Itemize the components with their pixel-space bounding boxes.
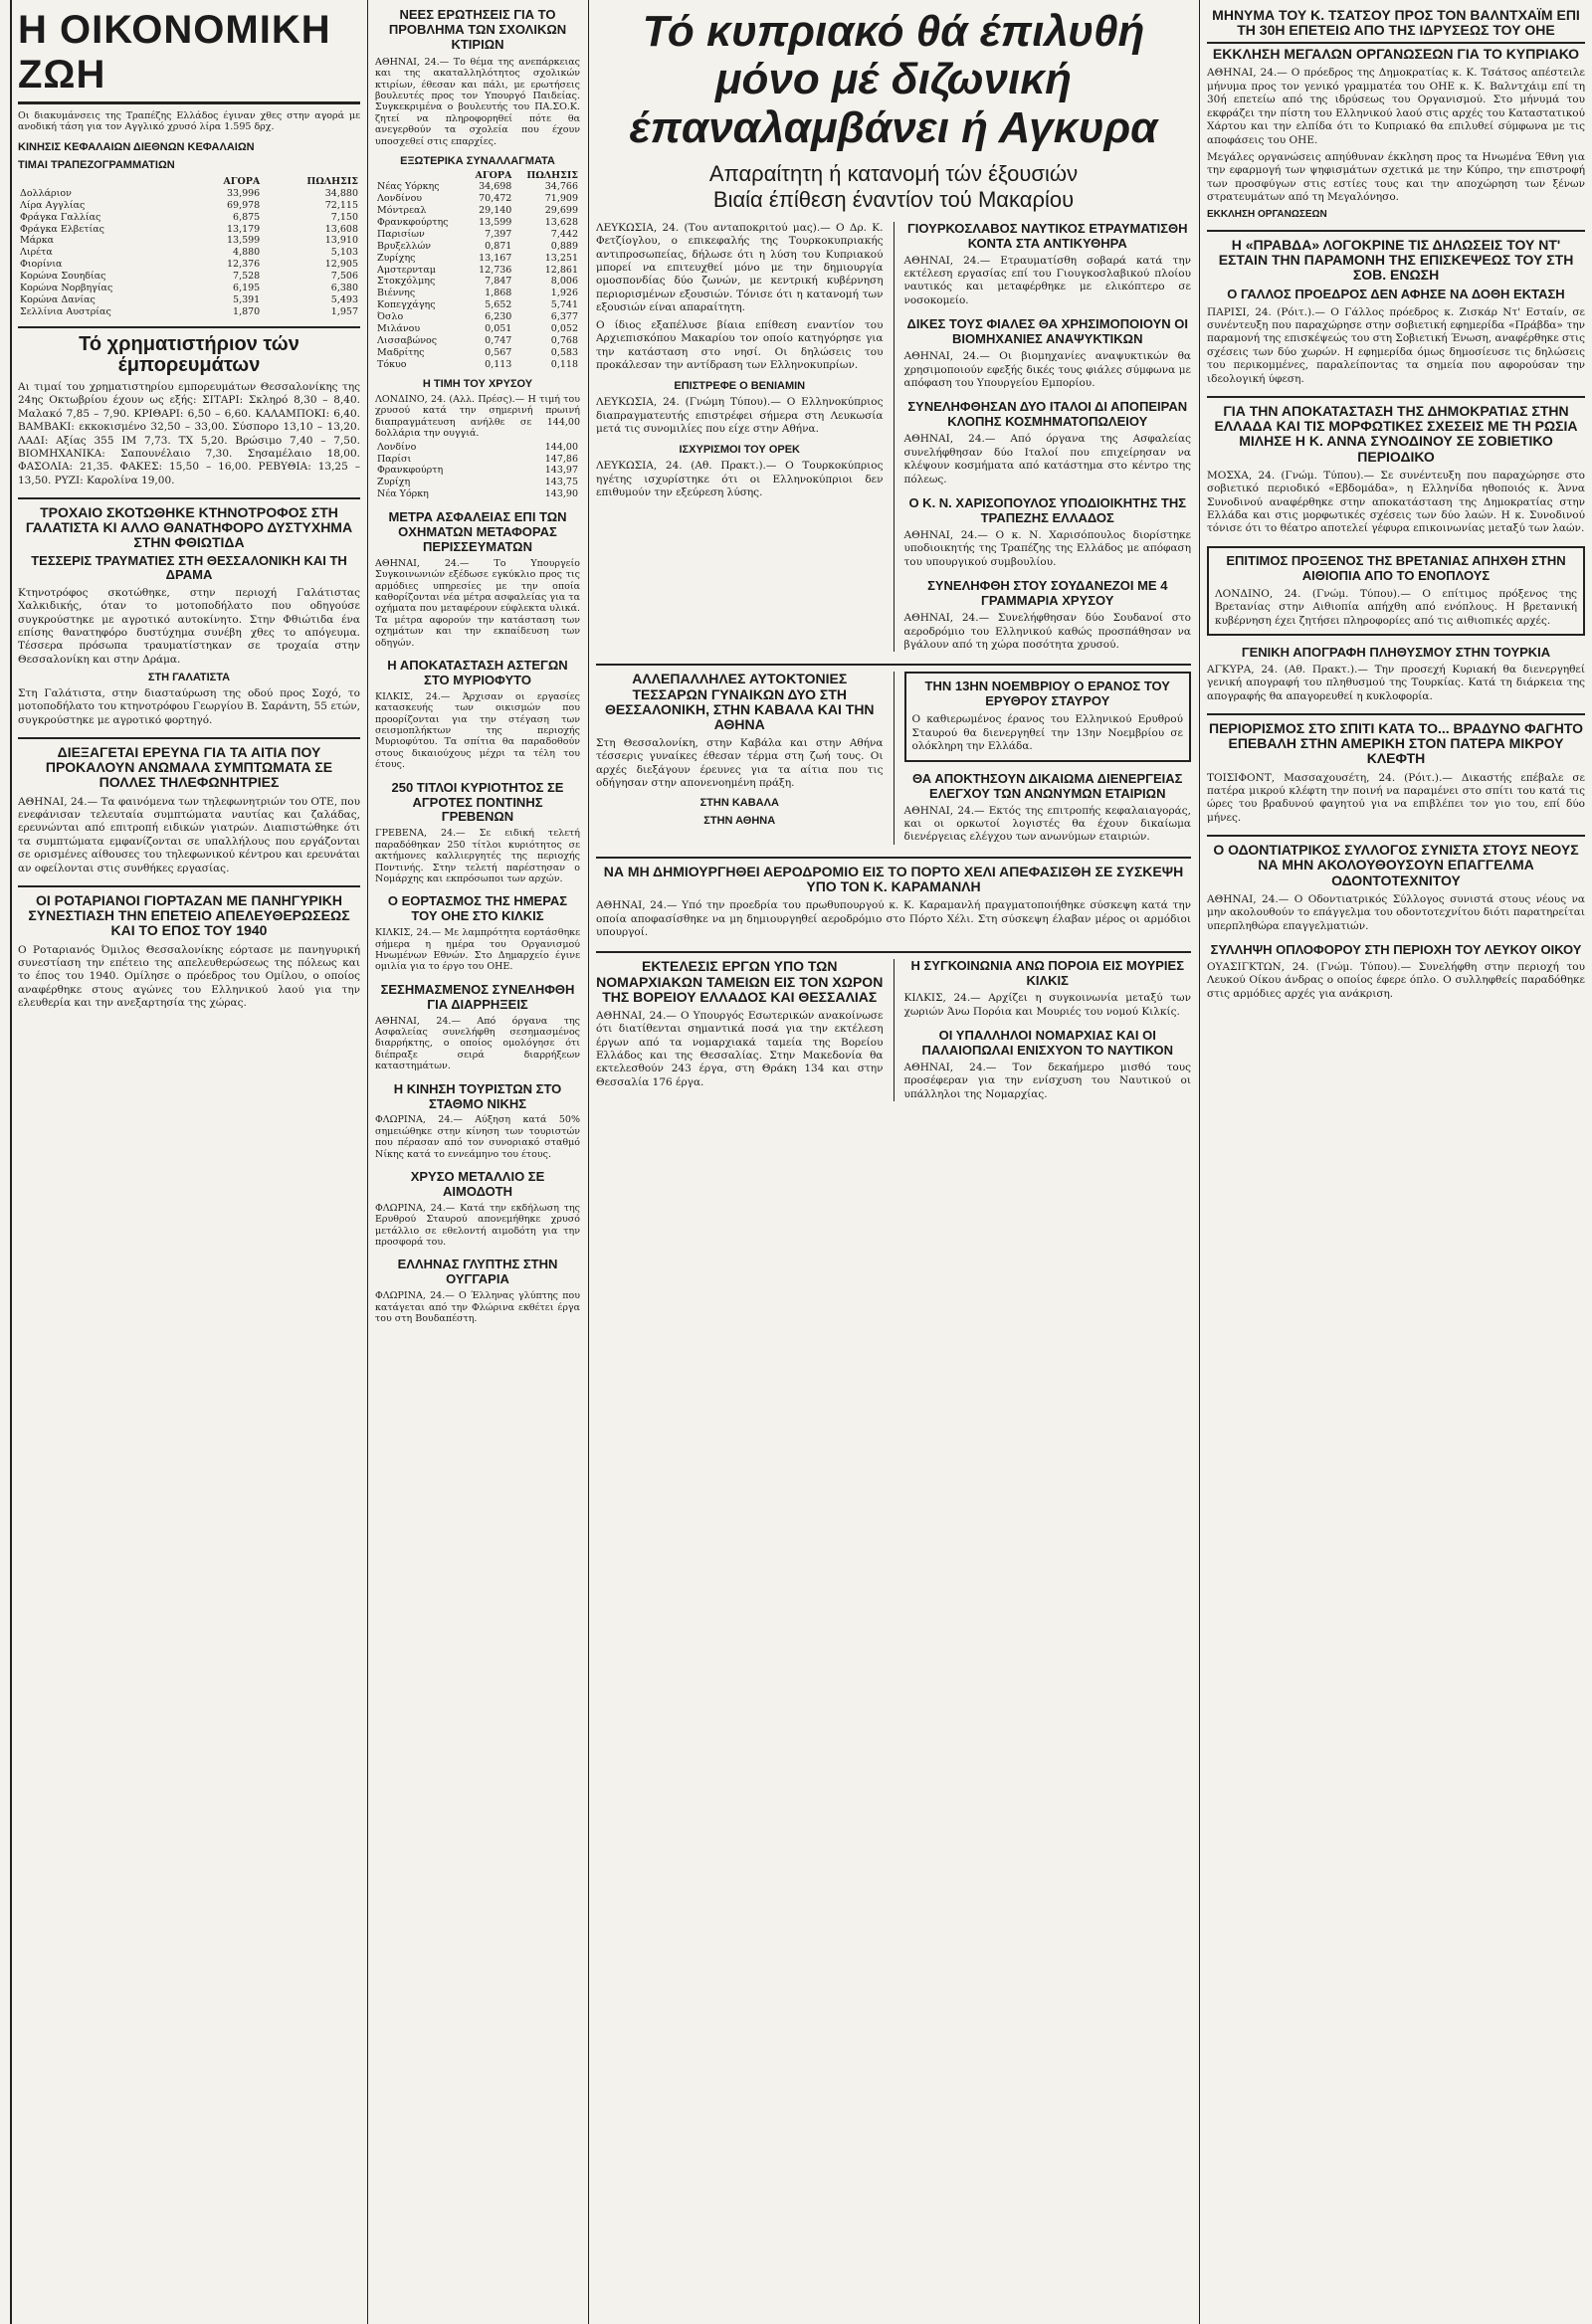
headline-white-house-arrest: ΣΥΛΛΗΨΗ ΟΠΛΟΦΟΡΟΥ ΣΤΗ ΠΕΡΙΟΧΗ ΤΟΥ ΛΕΥΚΟΥ ΟΙΚΟΥ: [1210, 941, 1582, 957]
table-row: [375, 217, 580, 229]
city-name: Μαδρίτης: [377, 346, 425, 358]
column-rule: [367, 0, 368, 2324]
intro-text: Οι διακυμάνσεις της Τραπέζης Ελλάδος έγιναν χθες στην αγορά με ανοδική τάση για τον Αγγλικό χρυσό λίρα 1.595 δρχ.: [18, 110, 360, 133]
table-row: [18, 294, 360, 306]
headline-sudanese: ΣΥΝΕΛΗΦΘΗ ΣΤΟΥ ΣΟΥΔΑΝΕΖΟΙ ΜΕ 4 ΓΡΑΜΜΑΡΙΑ ΧΡΥΣΟΥ: [927, 578, 1168, 609]
column-rule: [894, 672, 895, 844]
article-body: ΑΓΚΥΡΑ, 24. (Αθ. Πρακτ.).— Την προσεχή Κυριακή θα διενεργηθεί γενική απογραφή του πληθυσμού της Τουρκίας. Κατά τη διάρκεια της απογραφής θα απαγορευθεί η κυκλοφορία.: [1207, 663, 1585, 702]
divider: [1207, 835, 1585, 837]
article-body: ΑΘΗΝΑΙ, 24.— Ετραυματίσθη σοβαρά κατά την εκτέλεση εργασίας επί του Γιουγκοσλαβικού πλοίου ναυτικός και μεταφέρθηκε με ελικόπτερο σε νοσοκομείο.: [903, 254, 1191, 306]
section-subhead: ΣΤΗ ΓΑΛΑΤΙΣΤΑ: [147, 672, 231, 684]
table-row: [375, 335, 580, 347]
exchange-table-title: ΕΞΩΤΕΡΙΚΑ ΣΥΝΑΛΛΑΓΜΑΤΑ: [400, 154, 555, 167]
article-body: ΑΘΗΝΑΙ, 24.— Οι βιομηχανίες αναψυκτικών θα χρησιμοποιούν εφεξής δικές τους φιάλες σύμφωνα με απόφαση του Υπουργείου Εμπορίου.: [903, 350, 1191, 390]
buy-rate: 13,599: [479, 217, 512, 229]
gold-price-table: [375, 442, 580, 500]
currency-name: Κορώνα Δανίας: [20, 293, 96, 305]
headline-house-arrest: ΠΕΡΙΟΡΙΣΜΟΣ ΣΤΟ ΣΠΙΤΙ ΚΑΤΑ ΤΟ... ΒΡΑΔΥΝΟ ΦΑΓΗΤΟ ΕΠΕΒΑΛΗ ΣΤΗΝ ΑΜΕΡΙΚΗ ΣΤΟΝ ΠΑΤΕΡΑ ΜΙΚΡΟΥ ΚΛΕΦΤΗ: [1208, 720, 1584, 767]
divider: [1207, 396, 1585, 398]
article-body: ΑΘΗΝΑΙ, 24.— Ο κ. Ν. Χαρισόπουλος διορίστηκε υποδιοικητής της Τραπέζης της Ελλάδος με απόφαση του υπουργικού συμβουλίου.: [903, 528, 1191, 568]
buy-rate: 34,698: [479, 181, 512, 193]
subheadline: Ο ΓΑΛΛΟΣ ΠΡΟΕΔΡΟΣ ΔΕΝ ΑΦΗΣΕ ΝΑ ΔΟΘΗ ΕΚΤΑΣΗ: [1227, 286, 1565, 301]
column-rule: [894, 222, 895, 653]
headline-suicides: ΑΛΛΕΠΑΛΛΗΛΕΣ ΑΥΤΟΚΤΟΝΙΕΣ ΤΕΣΣΑΡΩΝ ΓΥΝΑΙΚΩΝ ΔΥΟ ΣΤΗ ΘΕΣΣΑΛΟΝΙΚΗ, ΣΤΗΝ ΚΑΒΑΛΑ ΚΑΙ ΤΗΝ ΑΘΗΝΑ: [604, 671, 875, 732]
buy-rate: 1,868: [485, 288, 512, 299]
lead-headline: Τό κυπριακό θά έπιλυθή μόνο μέ διζωνική έπαναλαμβάνει ή Αγκυρα: [629, 8, 1158, 152]
headline-rotarians: ΟΙ ΡΟΤΑΡΙΑΝΟΙ ΓΙΟΡΤΑΖΑΝ ΜΕ ΠΑΝΗΓΥΡΙΚΗ ΣΥΝΕΣΤΙΑΣΗ ΤΗΝ ΕΠΕΤΕΙΟ ΑΠΕΛΕΥΘΕΡΩΣΕΩΣ ΚΑΙ ΤΟ ΕΠΟΣ ΤΟΥ 1940: [28, 892, 350, 939]
sell-rate: 12,861: [544, 264, 578, 276]
column-header: ΠΩΛΗΣΙΣ: [306, 176, 358, 188]
divider: [18, 326, 360, 328]
table-row: [375, 488, 580, 500]
table-row: [18, 224, 360, 236]
article-body: ΟΥΑΣΙΓΚΤΩΝ, 24. (Γνώμ. Τύπου).— Συνελήφθη στην περιοχή του Λευκού Οίκου άνδρας ο οποίος έφερε όπλο. Ο συλληφθείς παραδόθηκε στις αρμόδιες αρχές για ανάκριση.: [1207, 960, 1585, 1000]
divider: [1207, 230, 1585, 232]
column-economy: [18, 8, 360, 2316]
city-name: Λισσαβώνος: [377, 334, 438, 346]
article-body: Ο Ροταριανός Όμιλος Θεσσαλονίκης εόρτασε με πανηγυρική συνεστίαση την επέτειο της απελευθερώσεως της πόλεως και το έπος του 1940. Ομίλησε ο πρόεδρος του Ομίλου, ο οποίος αναφέρθηκε στους αγώνες του Ελληνικού λαού για την ελευθερία και την ανεξαρτησία της χώρας.: [18, 943, 360, 1010]
article-body: Κτηνοτρόφος σκοτώθηκε, στην περιοχή Γαλάτιστας Χαλκιδικής, όταν το μοτοποδήλατο που οδηγούσε συγκρούστηκε με αγροτικό αυτοκίνητο. Στην Φθιώτιδα ένα επίσης θανατηφόρο δυστύχημα συνέβη χθες το απόγευμα. Τέσσερα πρόσωπα τραυματίστηκαν σε τροχαία στην Θεσσαλονίκη και στην Δράμα.: [18, 586, 360, 666]
buy-rate: 5,391: [233, 293, 261, 305]
article-body: ΠΑΡΙΣΙ, 24. (Ρόιτ.).— Ο Γάλλος πρόεδρος κ. Ζισκάρ Ντ' Εσταίν, σε συνέντευξη που παραχώρησε στην σοβιετική εφημερίδα «Πράβδα» την παραμονή της επισκέψεώς του στη Σοβιετική Ένωση, αναφέρθηκε στις σχέσεις των δύο χωρών. Η εφημερίδα όμως δημοσίευσε τις δηλώσεις του περικομμένες, παραλείποντας τα σημεία που αφορούσαν την ιδεολογική ύφεση.: [1207, 305, 1585, 385]
table-row: [375, 276, 580, 288]
article-body: ΛΕΥΚΩΣΙΑ, 24. (Του ανταποκριτού μας).— Ο Δρ. Κ. Φετζίογλου, ο επικεφαλής της Τουρκοκυπριακής αντιπροσωπείας, δήλωσε ότι η λύση του Κυπριακού μπορεί να επιτευχθεί μόνο με την δημιουργία ομοσπονδίας δύο ζωνών, με κεντρική κυβέρνηση περιορισμένων εξουσιών. Τόνισε ότι η κατανομή των εξουσιών είναι απαραίτητη.: [596, 221, 884, 314]
buy-rate: 0,567: [485, 346, 512, 358]
article-body: ΑΘΗΝΑΙ, 24.— Το θέμα της ανεπάρκειας και της ακαταλληλότητος σχολικών κτιρίων, έθεσαν και πάλι, με ερωτήσεις βουλευτές προς τον Υπουργό Παιδείας. Συγκεκριμένα ο βουλευτής του ΠΑ.ΣΟ.Κ. ζητεί να πληροφορηθεί πότε θα ανεγερθούν τα σχολεία που έχουν υποσχεθεί στις επαρχίες.: [375, 56, 580, 147]
currency-name: Κορώνα Νορβηγίας: [20, 282, 113, 293]
sell-rate: 6,377: [550, 311, 578, 323]
column-world-news: [1207, 8, 1585, 2316]
divider: [596, 664, 1191, 666]
table-row: [375, 465, 580, 477]
sell-rate: 0,052: [550, 322, 578, 334]
city-name: Βιέννης: [377, 288, 416, 299]
currency-name: Φράγκα Γαλλίας: [20, 211, 101, 223]
table-row: [375, 265, 580, 277]
table-row: [18, 271, 360, 283]
gold-price: 143,75: [544, 477, 578, 488]
sell-rate: 5,741: [550, 299, 578, 311]
buy-rate: 13,167: [479, 252, 512, 264]
article-body: ΑΘΗΝΑΙ, 24.— Από όργανα της Ασφαλείας συνελήφθησαν δύο Ιταλοί που επιχείρησαν να κλέψουν κοσμήματα από κατάστημα στο κέντρο της πόλεως.: [903, 433, 1191, 485]
table-row: [18, 247, 360, 259]
headline-turkey-census: ΓΕΝΙΚΗ ΑΠΟΓΡΑΦΗ ΠΛΗΘΥΣΜΟΥ ΣΤΗΝ ΤΟΥΡΚΙΑ: [1241, 645, 1551, 660]
headline-gold-medal: ΧΡΥΣΟ ΜΕΤΑΛΛΙΟ ΣΕ ΑΙΜΟΔΟΤΗ: [410, 1169, 545, 1199]
city-name: Λονδίνου: [377, 193, 423, 205]
sell-rate: 0,118: [550, 358, 578, 370]
headline-audit-rights: ΘΑ ΑΠΟΚΤΗΣΟΥΝ ΔΙΚΑΙΩΜΑ ΔΙΕΝΕΡΓΕΙΑΣ ΕΛΕΓΧΟΥ ΤΩΝ ΑΝΩΝΥΜΩΝ ΕΤΑΙΡΙΩΝ: [912, 770, 1183, 801]
table-row: [18, 235, 360, 247]
column-rule: [894, 959, 895, 1101]
consul-box: [1207, 546, 1585, 636]
buy-rate: 12,376: [226, 259, 261, 271]
headline-tsatsos-message: ΜΗΝΥΜΑ ΤΟΥ Κ. ΤΣΑΤΣΟΥ ΠΡΟΣ ΤΟΝ ΒΑΛΝΤΧΑΪΜ ΕΠΙ ΤΗ 30Η ΕΠΕΤΕΙΩ ΑΠΟ ΤΗΣ ΙΔΡΥΣΕΩΣ ΤΟΥ ΟΗΕ: [1212, 8, 1580, 39]
article-body: ΛΟΝΔΙΝΟ, 24. (Αλλ. Πρέσς).— Η τιμή του χρυσού κατά την σημερινή πρωινή διαπραγμάτευση ανήλθε σε 144,00 δολλάρια την ουγγιά.: [375, 394, 580, 440]
sell-rate: 6,380: [330, 282, 358, 293]
article-body: ΚΙΛΚΙΣ, 24.— Άρχισαν οι εργασίες κατασκευής των οικισμών που προορίζονται για την στέγαση των σεισμοπλήκτων της περιοχής Μυριοφύτου. Τα σπίτια θα παραδοθούν στους δικαιούχους μέχρι τα τέλη του έτους.: [375, 690, 580, 771]
city-name: Νέας Υόρκης: [377, 181, 440, 193]
signature: ΕΚΚΛΗΣΗ ΟΡΓΑΝΩΣΕΩΝ: [1207, 208, 1327, 220]
sell-rate: 13,910: [324, 235, 358, 247]
article-body: ΑΘΗΝΑΙ, 24.— Το Υπουργείο Συγκοινωνιών εξέδωσε εγκύκλιο προς τις αρμόδιες υπηρεσίες με την οποία καθορίζονται νέα μέτρα ασφαλείας για τα οχήματα που μεταφέρουν εύφλεκτα υλικά. Τα μέτρα αφορούν την κατάσταση των οχημάτων και την εκπαίδευση των οδηγών.: [375, 557, 580, 649]
article-body: ΑΘΗΝΑΙ, 24.— Τον δεκαήμερο μισθό τους προσέφεραν για την ενίσχυση του Ναυτικού οι υπάλληλοι της Νομαρχίας.: [903, 1062, 1191, 1100]
table-row: [375, 477, 580, 488]
table-row: [18, 212, 360, 224]
article-body: ΑΘΗΝΑΙ, 24.— Ο Υπουργός Εσωτερικών ανακοίνωσε ότι διατίθενται σημαντικά ποσά για την εκτέλεση έργων από τα νομαρχιακά ταμεία της Βορείου Ελλάδος και της Θεσσαλίας. Στην Μακεδονία θα εκτελεσθούν 243 έργα, στη Θράκη 134 και στην Θεσσαλία 176 έργα.: [596, 1009, 884, 1088]
box-headline: ΕΠΙΤΙΜΟΣ ΠΡΟΞΕΝΟΣ ΤΗΣ ΒΡΕΤΑΝΙΑΣ ΑΠΗΧΘΗ ΣΤΗΝ ΑΙΘΙΟΠΙΑ ΑΠΟ ΤΟ ΕΝΟΠΛΟΥΣ: [1226, 552, 1566, 583]
column-rule: [1199, 0, 1200, 2324]
city-name: Τόκυο: [377, 358, 407, 370]
sell-rate: 5,493: [330, 293, 358, 305]
article-body: ΑΘΗΝΑΙ, 24.— Συνελήφθησαν δύο Σουδανοί στο αεροδρόμιο του Ελληνικού καθώς προσπάθησαν να βγάλουν από τη χώρα ποσότητα χρυσού.: [903, 612, 1191, 652]
divider: [596, 951, 1191, 953]
headline-pravda: Η «ΠΡΑΒΔΑ» ΛΟΓΟΚΡΙΝΕ ΤΙΣ ΔΗΛΩΣΕΙΣ ΤΟΥ ΝΤ' ΕΣΤΑΙΝ ΤΗΝ ΠΑΡΑΜΟΝΗ ΤΗΣ ΕΠΙΣΚΕΨΕΩΣ ΤΟΥ ΣΤΗ ΣΟΒ. ΕΝΩΣΗ: [1218, 237, 1574, 284]
table-row: [375, 288, 580, 299]
divider: [18, 497, 360, 499]
sell-rate: 34,880: [324, 187, 358, 199]
buy-rate: 6,230: [485, 311, 512, 323]
currency-name: Μάρκα: [20, 235, 55, 247]
sell-rate: 7,442: [550, 228, 578, 240]
currency-name: Δολλάριον: [20, 187, 72, 199]
table-row: [375, 347, 580, 359]
sell-rate: 34,766: [544, 181, 578, 193]
buy-rate: 6,875: [233, 211, 261, 223]
buy-rate: 4,880: [233, 247, 261, 259]
sell-rate: 8,006: [550, 276, 578, 288]
sell-rate: 0,768: [550, 334, 578, 346]
market-name: Φρανκφούρτη: [377, 465, 444, 477]
buy-rate: 5,652: [485, 299, 512, 311]
sell-rate: 71,909: [544, 193, 578, 205]
box-body: ΛΟΝΔΙΝΟ, 24. (Γνώμ. Τύπου).— Ο επίτιμος πρόξενος της Βρετανίας στην Αιθιοπία απήχθη από ενόπλους. Η βρετανική κυβέρνηση έχει ζητήσει πληροφορίες από τις αιθιοπικές αρχές.: [1215, 587, 1577, 627]
gold-price-title: Η ΤΙΜΗ ΤΟΥ ΧΡΥΣΟΥ: [422, 378, 533, 391]
article-body: Αι τιμαί του χρηματιστηρίου εμπορευμάτων Θεσσαλονίκης της 24ης Οκτωβρίου έχουν ως εξής: ΣΙΤΑΡΙ: Σκληρό 8,30 – 8,40. Μαλακό 7,85 – 7,90. ΚΡΙΘΑΡΙ: 6,50 – 6,60. ΚΑΛΑΜΠΟΚΙ: 6,40. ΒΑΜΒΑΚΙ: εκκοκισμένο 32,50 – 33,00. Σύσπορο 13,10 – 13,20. ΛΑΔΙ: Αξίας 355 ΙΜ 7,73. ΤΧ 5,20. Βρώσιμο 7,40 – 7,50. ΒΙΟΜΗΧΑΝΙΚΑ: Σαπουνέλαιο 7,30. Σησαμέλαιο 18,00. ΦΑΣΟΛΙΑ: 21,35. ΦΑΚΕΣ: 15,50 – 16,00. ΡΕΒΥΘΙΑ: 13,25 – 13,50. ΡΥΖΙ: Καρολίνα 19,00.: [18, 380, 360, 486]
city-name: Φρανκφούρτης: [377, 217, 449, 229]
buy-rate: 33,996: [226, 187, 261, 199]
buy-rate: 70,472: [479, 193, 512, 205]
market-name: Παρίσι: [377, 453, 412, 465]
headline-bank-deputy-governor: Ο Κ. Ν. ΧΑΡΙΣΟΠΟΥΛΟΣ ΥΠΟΔΙΟΙΚΗΤΗΣ ΤΗΣ ΤΡΑΠΕΖΗΣ ΕΛΛΑΔΟΣ: [908, 495, 1187, 526]
article-body: ΛΕΥΚΩΣΙΑ, 24. (Αθ. Πρακτ.).— Ο Τουρκοκύπριος ηγέτης ισχυρίστηκε ότι οι Ελληνοκύπριοι δεν επιθυμούν την εξεύρεση λύσης.: [596, 460, 884, 498]
market-name: Λονδίνο: [377, 441, 417, 453]
article-body: ΚΙΛΚΙΣ, 24.— Με λαμπρότητα εορτάσθηκε σήμερα η ημέρα του Οργανισμού Ηνωμένων Εθνών. Στο Δημαρχείο έγινε ομιλία για το έργο του ΟΗΕ.: [375, 927, 580, 973]
table-row: [375, 253, 580, 265]
sell-rate: 1,957: [330, 305, 358, 317]
buy-rate: 12,736: [479, 264, 512, 276]
lead-story-columns: [596, 222, 1191, 653]
headline-synodinou: ΓΙΑ ΤΗΝ ΑΠΟΚΑΤΑΣΤΑΣΗ ΤΗΣ ΔΗΜΟΚΡΑΤΙΑΣ ΣΤΗΝ ΕΛΛΑΔΑ ΚΑΙ ΤΙΣ ΜΟΡΦΩΤΙΚΕΣ ΣΧΕΣΕΙΣ ΜΕ ΤΗ ΡΩΣΙΑ ΜΙΛΗΣΕ Η Κ. ΑΝΝΑ ΣΥΝΟΔΙΝΟΥ ΣΕ ΣΟΒΙΕΤΙΚΟ ΠΕΡΙΟΔΙΚΟ: [1214, 403, 1578, 465]
sell-rate: 1,926: [550, 288, 578, 299]
gold-price: 147,86: [544, 453, 578, 465]
market-name: Νέα Υόρκη: [377, 488, 429, 500]
sell-rate: 7,506: [330, 271, 358, 283]
city-name: Παρισίων: [377, 228, 425, 240]
section-heading: ΤΙΜΑΙ ΤΡΑΠΕΖΟΓΡΑΜΜΑΤΙΩΝ: [18, 159, 175, 172]
headline-homeless: Η ΑΠΟΚΑΤΑΣΤΑΣΗ ΑΣΤΕΓΩΝ ΣΤΟ ΜΥΡΙΟΦΥΤΟ: [387, 657, 568, 687]
banknote-rates-table: [18, 176, 360, 318]
city-name: Αμστερνταμ: [377, 264, 436, 276]
headline-commodities: Τό χρηματιστήριον τών έμπορευμάτων: [79, 332, 299, 377]
buy-rate: 0,871: [485, 240, 512, 252]
table-row: [375, 193, 580, 205]
market-name: Ζυρίχη: [377, 477, 411, 488]
table-row: [18, 188, 360, 200]
column-header: ΠΩΛΗΣΙΣ: [526, 169, 578, 181]
buy-rate: 13,179: [226, 223, 261, 235]
headline-bottles: ΔΙΚΕΣ ΤΟΥΣ ΦΙΑΛΕΣ ΘΑ ΧΡΗΣΙΜΟΠΟΙΟΥΝ ΟΙ ΒΙΟΜΗΧΑΝΙΕΣ ΑΝΑΨΥΚΤΙΚΩΝ: [906, 316, 1188, 347]
article-body: ΦΛΩΡΙΝΑ, 24.— Κατά την εκδήλωση της Ερυθρού Σταυρού απονεμήθηκε χρυσό μετάλλιο σε εθελοντή αιμοδότη για την προσφορά του.: [375, 1202, 580, 1249]
buy-rate: 7,847: [485, 276, 512, 288]
bottom-section: [596, 959, 1191, 1101]
masthead: Η ΟΙΚΟΝΟΜΙΚΗ ΖΩΗ: [18, 8, 360, 104]
bottom-right: [904, 959, 1192, 1101]
headline-telephone-operators: ΔΙΕΞΑΓΕΤΑΙ ΕΡΕΥΝΑ ΓΙΑ ΤΑ ΑΙΤΙΑ ΠΟΥ ΠΡΟΚΑΛΟΥΝ ΑΝΩΜΑΛΑ ΣΥΜΠΤΩΜΑΤΑ ΣΕ ΠΟΛΛΕΣ ΤΗΛΕΦΩΝΗΤΡΙΕΣ: [45, 744, 333, 791]
headline-kilkis-transport: Η ΣΥΓΚΟΙΝΩΝΙΑ ΑΝΩ ΠΟΡΟΙΑ ΕΙΣ ΜΟΥΡΙΕΣ ΚΙΛΚΙΣ: [910, 958, 1185, 989]
bottom-left: [596, 959, 884, 1101]
table-row: [18, 283, 360, 294]
article-body: ΑΘΗΝΑΙ, 24.— Τα φαινόμενα των τηλεφωνητριών του ΟΤΕ, που ενεφάνισαν τελευταία συμπτώματα ναυτίας και ζαλάδας, ερευνώνται από επιτροπή ειδικών γιατρών. Διαπιστώθηκε ότι τα συμπτώματα εμφανίζονται σε υπαλλήλους που εργάζονται σε ορισμένες αίθουσες του τηλεφωνικού κέντρου και ερευνάται αν οφείλονται στις συνθήκες εργασίας.: [18, 795, 360, 874]
headline-tourists: Η ΚΙΝΗΣΗ ΤΟΥΡΙΣΤΩΝ ΣΤΟ ΣΤΑΘΜΟ ΝΙΚΗΣ: [393, 1080, 562, 1111]
sell-rate: 72,115: [324, 199, 358, 211]
table-header-row: [375, 170, 580, 182]
mid-right: [904, 672, 1192, 844]
headline-italians-arrested: ΣΥΝΕΛΗΦΘΗΣΑΝ ΔΥΟ ΙΤΑΛΟΙ ΔΙ ΑΠΟΠΕΙΡΑΝ ΚΛΟΠΗΣ ΚΟΣΜΗΜΑΤΟΠΩΛΕΙΟΥ: [907, 399, 1188, 430]
sell-rate: 13,251: [544, 252, 578, 264]
city-name: Ζυρίχης: [377, 252, 416, 264]
headline-sculptor: ΕΛΛΗΝΑΣ ΓΛΥΠΤΗΣ ΣΤΗΝ ΟΥΓΓΑΡΙΑ: [397, 1257, 558, 1287]
article-body: ΑΘΗΝΑΙ, 24.— Υπό την προεδρία του πρωθυπουργού κ. Κ. Καραμανλή πραγματοποιήθηκε σύσκεψη κατά την οποία αποφασίσθηκε να μη δημιουργηθεί αεροδρόμιο στο Πόρτο Χέλι. Στη σύσκεψη έλαβαν μέρος οι αρμόδιοι υπουργοί.: [596, 899, 1191, 938]
sell-rate: 7,150: [330, 211, 358, 223]
headline-yugoslav-sailor: ΓΙΟΥΡΚΟΣΛΑΒΟΣ ΝΑΥΤΙΚΟΣ ΕΤΡΑΥΜΑΤΙΣΘΗ ΚΟΝΤΑ ΣΤΑ ΑΝΤΙΚΥΘΗΡΑ: [906, 220, 1188, 251]
foreign-exchange-table: [375, 170, 580, 371]
table-row: [375, 241, 580, 253]
lead-story-right: [904, 222, 1192, 653]
buy-rate: 7,397: [485, 228, 512, 240]
article-body: ΦΛΩΡΙΝΑ, 24.— Αύξηση κατά 50% σημειώθηκε στην κίνηση των τουριστών που πέρασαν από τον συνοριακό σταθμό Νίκης κατά το εννεάμηνο του έτους.: [375, 1114, 580, 1160]
sell-rate: 13,608: [324, 223, 358, 235]
article-body: ΓΡΕΒΕΝΑ, 24.— Σε ειδική τελετή παραδόθηκαν 250 τίτλοι κυριότητος σε ακτήμονες καλλιεργητές της περιοχής Ποντινής. Στην τελετή παρέστησαν ο Νομάρχης και εκπρόσωποι των αρχών.: [375, 828, 580, 884]
divider: [1207, 713, 1585, 715]
table-row: [375, 323, 580, 335]
article-body: ΑΘΗΝΑΙ, 24.— Εκτός της επιτροπής κεφαλαιαγοράς, και οι ορκωτοί λογιστές θα έχουν δικαίωμα διενέργειας ελέγχου των ανωνύμων εταιριών.: [903, 804, 1191, 844]
article-body: Στη Θεσσαλονίκη, στην Καβάλα και στην Αθήνα τέσσερις γυναίκες έθεσαν τέρμα στη ζωή τους. Οι αρχές διεξάγουν έρευνες για τα αίτια που τις οδήγησαν στην απονενοημένη πράξη.: [596, 736, 884, 790]
buy-rate: 6,195: [233, 282, 261, 293]
headline-dental-association: Ο ΟΔΟΝΤΙΑΤΡΙΚΟΣ ΣΥΛΛΟΓΟΣ ΣΥΝΙΣΤΑ ΣΤΟΥΣ ΝΕΟΥΣ ΝΑ ΜΗΝ ΑΚΟΛΟΥΘΟΥΣΟΥΝ ΕΠΑΓΓΕΛΜΑ ΟΔΟΝΤΟΤΕΧΝΙΤΟΥ: [1213, 842, 1579, 888]
lead-subheadline: Απαραίτητη ή κατανομή τών έξουσιών: [708, 161, 1079, 187]
divider: [18, 737, 360, 739]
article-body: ΜΟΣΧΑ, 24. (Γνώμ. Τύπου).— Σε συνέντευξη που παραχώρησε στο σοβιετικό περιοδικό «Εβδομάδα», η Ελληνίδα ηθοποιός κ. Άννα Συνοδινού αναφέρθηκε στην αποκατάσταση της Δημοκρατίας στην Ελλάδα και στις μορφωτικές σχέσεις των δύο λαών. Η κ. Συνοδινού τόνισε ότι το θέατρο αποτελεί γέφυρα επικοινωνίας μεταξύ των λαών.: [1207, 469, 1585, 535]
sell-rate: 29,699: [544, 205, 578, 217]
left-edge-rule: [10, 0, 12, 2324]
sell-rate: 12,905: [324, 259, 358, 271]
headline-safety-measures: ΜΕΤΡΑ ΑΣΦΑΛΕΙΑΣ ΕΠΙ ΤΩΝ ΟΧΗΜΑΤΩΝ ΜΕΤΑΦΟΡΑΣ ΠΕΡΙΣΣΕΥΜΑΤΩΝ: [388, 509, 567, 554]
box-body: Ο καθιερωμένος έρανος του Ελληνικού Ερυθρού Σταυρού θα διενεργηθεί την 13ην Νοεμβρίου σε ολόκληρη την Ελλάδα.: [911, 713, 1183, 753]
article-body: ΚΙΛΚΙΣ, 24.— Αρχίζει η συγκοινωνία μεταξύ των χωριών Άνω Πορόια και Μουριές του νομού Κιλκίς.: [903, 992, 1191, 1018]
city-name: Βρυξελλών: [377, 240, 432, 252]
buy-rate: 0,113: [485, 358, 512, 370]
table-row: [18, 200, 360, 212]
sell-rate: 13,628: [544, 217, 578, 229]
buy-rate: 0,051: [485, 322, 512, 334]
sell-rate: 0,583: [550, 346, 578, 358]
column-news-2: [375, 8, 580, 2316]
section-subhead: ΙΣΧΥΡΙΣΜΟΙ ΤΟΥ ΟΡΕΚ: [679, 444, 800, 457]
section-heading: ΚΙΝΗΣΙΣ ΚΕΦΑΛΑΙΩΝ ΔΙΕΘΝΩΝ ΚΕΦΑΛΑΙΩΝ: [18, 140, 255, 153]
article-body: ΑΘΗΝΑΙ, 24.— Από όργανα της Ασφαλείας συνελήφθη σεσημασμένος διαρρήκτης, ο οποίος ομολόγησε ότι διέπραξε σειρά διαρρήξεων καταστημάτων.: [375, 1015, 580, 1072]
currency-name: Κορώνα Σουηδίας: [20, 271, 106, 283]
table-row: [18, 259, 360, 271]
column-header: ΑΓΟΡΑ: [475, 169, 512, 181]
table-row: [18, 306, 360, 318]
city-name: Κοπεγχάγης: [377, 299, 436, 311]
sell-rate: 5,103: [330, 247, 358, 259]
article-body: Ο ίδιος εξαπέλυσε βίαια επίθεση εναντίον του Αρχιεπισκόπου Μακαρίου τον οποίο κατηγόρησε για την κατάσταση στο νησί. Οι δηλώσεις του προκάλεσαν την αντίδραση των Ελληνοκυπρίων.: [596, 318, 884, 372]
table-row: [375, 311, 580, 323]
divider: [18, 885, 360, 887]
subheadline: ΤΕΣΣΕΡΙΣ ΤΡΑΥΜΑΤΙΕΣ ΣΤΗ ΘΕΣΣΑΛΟΝΙΚΗ ΚΑΙ ΤΗ ΔΡΑΜΑ: [31, 552, 347, 582]
headline-airport-porto-heli: ΝΑ ΜΗ ΔΗΜΙΟΥΡΓΗΘΕΙ ΑΕΡΟΔΡΟΜΙΟ ΕΙΣ ΤΟ ΠΟΡΤΟ ΧΕΛΙ ΑΠΕΦΑΣΙΣΘΗ ΣΕ ΣΥΣΚΕΨΗ ΥΠΟ ΤΟΝ Κ. ΚΑΡΑΜΑΝΛΗ: [603, 863, 1184, 894]
mid-left: [596, 672, 884, 844]
currency-name: Σελλίνια Αυστρίας: [20, 305, 111, 317]
buy-rate: 7,528: [233, 271, 261, 283]
table-row: [375, 205, 580, 217]
gold-price: 143,97: [544, 465, 578, 477]
buy-rate: 1,870: [233, 305, 261, 317]
article-body: Μεγάλες οργανώσεις απηύθυναν έκκληση προς τα Ηνωμένα Έθνη για την εφαρμογή των ψηφισμάτων σχετικά με την Κύπρο, την επιστροφή των προσφύγων στις εστίες τους και την αποχώρηση των ξένων στρατευμάτων από τη Μεγαλόνησο.: [1207, 150, 1585, 204]
table-row: [375, 229, 580, 241]
lead-subheadline: Βιαία έπίθεση έναντίον τού Μακαρίου: [712, 186, 1075, 212]
table-row: [375, 181, 580, 193]
headline-un-day: Ο ΕΟΡΤΑΣΜΟΣ ΤΗΣ ΗΜΕΡΑΣ ΤΟΥ ΟΗΕ ΣΤΟ ΚΙΛΚΙΣ: [387, 893, 568, 924]
table-row: [375, 359, 580, 371]
city-name: Στοκχόλμης: [377, 276, 436, 288]
city-name: Όσλο: [377, 311, 404, 323]
headline-navy-support: ΟΙ ΥΠΑΛΛΗΛΟΙ ΝΟΜΑΡΧΙΑΣ ΚΑΙ ΟΙ ΠΑΛΑΙΟΠΩΛΑΙ ΕΝΙΣΧΥΟΝ ΤΟ ΝΑΥΤΙΚΟΝ: [921, 1028, 1174, 1059]
headline-ownership-titles: 250 ΤΙΤΛΟΙ ΚΥΡΙΟΤΗΤΟΣ ΣΕ ΑΓΡΟΤΕΣ ΠΟΝΤΙΝΗΣ ΓΡΕΒΕΝΩΝ: [391, 779, 564, 825]
gold-price: 144,00: [544, 441, 578, 453]
table-row: [375, 299, 580, 311]
section-subhead: ΕΠΙΣΤΡΕΦΕ Ο ΒΕΝΙΑΜΙΝ: [674, 380, 806, 393]
table-row: [375, 454, 580, 466]
red-cross-box: [904, 672, 1192, 761]
currency-name: Λιρέτα: [20, 247, 53, 259]
column-header: ΑΓΟΡΑ: [223, 176, 261, 188]
buy-rate: 69,978: [226, 199, 261, 211]
city-name: Μιλάνου: [377, 322, 421, 334]
city-name: Μόντρεαλ: [377, 205, 427, 217]
table-row: [375, 442, 580, 454]
article-body: ΦΛΩΡΙΝΑ, 24.— Ο Έλληνας γλύπτης που κατάγεται από την Φλώρινα εκθέτει έργα του στη Βουδαπέστη.: [375, 1290, 580, 1325]
currency-name: Λίρα Αγγλίας: [20, 199, 86, 211]
divider: [596, 857, 1191, 859]
sell-rate: 0,889: [550, 240, 578, 252]
box-headline: ΤΗΝ 13ΗΝ ΝΟΕΜΒΡΙΟΥ Ο ΕΡΑΝΟΣ ΤΟΥ ΕΡΥΘΡΟΥ ΣΤΑΥΡΟΥ: [924, 678, 1170, 709]
headline-school-buildings: ΝΕΕΣ ΕΡΩΤΗΣΕΙΣ ΓΙΑ ΤΟ ΠΡΟΒΛΗΜΑ ΤΩΝ ΣΧΟΛΙΚΩΝ ΚΤΙΡΙΩΝ: [388, 8, 567, 52]
headline-burglar: ΣΕΣΗΜΑΣΜΕΝΟΣ ΣΥΝΕΛΗΦΘΗ ΓΙΑ ΔΙΑΡΡΗΞΕΙΣ: [380, 981, 575, 1012]
lead-story-left: [596, 222, 884, 653]
section-subhead: ΣΤΗΝ ΑΘΗΝΑ: [703, 815, 776, 828]
article-body: ΛΕΥΚΩΣΙΑ, 24. (Γνώμη Τύπου).— Ο Ελληνοκύπριος διαπραγματευτής επιστρέφει σήμερα στη Λευκωσία μετά τις συνομιλίες που είχε στην Αθήνα.: [596, 396, 884, 435]
buy-rate: 13,599: [226, 235, 261, 247]
headline-prefectural-projects: ΕΚΤΕΛΕΣΙΣ ΕΡΓΩΝ ΥΠΟ ΤΩΝ ΝΟΜΑΡΧΙΑΚΩΝ ΤΑΜΕΙΩΝ ΕΙΣ ΤΟΝ ΧΩΡΟΝ ΤΗΣ ΒΟΡΕΙΟΥ ΕΛΛΑΔΟΣ ΚΑΙ ΘΕΣΣΑΛΙΑΣ: [596, 958, 884, 1005]
section-subhead: ΣΤΗΝ ΚΑΒΑΛΑ: [699, 796, 779, 809]
subheadline: ΕΚΚΛΗΣΗ ΜΕΓΑΛΩΝ ΟΡΓΑΝΩΣΕΩΝ ΓΙΑ ΤΟ ΚΥΠΡΙΑΚΟ: [1207, 42, 1585, 62]
column-rule: [588, 0, 589, 2324]
headline-traffic-accident: ΤΡΟΧΑΙΟ ΣΚΟΤΩΘΗΚΕ ΚΤΗΝΟΤΡΟΦΟΣ ΣΤΗ ΓΑΛΑΤΙΣΤΑ ΚΙ ΑΛΛΟ ΘΑΝΑΤΗΦΟΡΟ ΔΥΣΤΥΧΗΜΑ ΣΤΗΝ ΦΘΙΩΤΙΔΑ: [25, 504, 353, 551]
article-body: ΤΟΙΣΙΦΟΝΤ, Μασσαχουσέτη, 24. (Ρόιτ.).— Δικαστής επέβαλε σε πατέρα μικρού κλέφτη την ποινή να παραμένει στο σπίτι του κατά τις ώρες του βραδυνού φαγητού για να επιβλέπει τον γιο του, επί δύο μήνες.: [1207, 771, 1585, 824]
column-lead-story: [596, 8, 1191, 2316]
buy-rate: 29,140: [479, 205, 512, 217]
currency-name: Φιορίνια: [20, 259, 63, 271]
article-body: Στη Γαλάτιστα, στην διασταύρωση της οδού προς Σοχό, το μοτοποδήλατο του κτηνοτρόφου Γεωργίου Β. Σαράντη, 55 ετών, συγκρούστηκε με αγροτικό φορτηγό.: [18, 686, 360, 726]
table-header-row: [18, 176, 360, 188]
buy-rate: 0,747: [485, 334, 512, 346]
mid-section: [596, 672, 1191, 844]
currency-name: Φράγκα Ελβετίας: [20, 223, 104, 235]
article-body: ΑΘΗΝΑΙ, 24.— Ο πρόεδρος της Δημοκρατίας κ. Κ. Τσάτσος απέστειλε μήνυμα προς τον γενικό γραμματέα του ΟΗΕ κ. Κ. Βαλντχάιμ επί τη 30ή επετείω από της ιδρύσεως του Οργανισμού. Στο μήνυμά του εκφράζει την πίστη του Ελληνικού λαού στις αρχές του Καταστατικού Χάρτου και την ελπίδα ότι το Κυπριακό θα επιλυθεί σύμφωνα με τις αποφάσεις του ΟΗΕ.: [1207, 67, 1585, 146]
gold-price: 143,90: [544, 488, 578, 500]
article-body: ΑΘΗΝΑΙ, 24.— Ο Οδοντιατρικός Σύλλογος συνιστά στους νέους να μην ακολουθούν το επάγγελμα του οδοντοτεχνίτου διότι παρατηρείται υπερπληθώρα επαγγελματιών.: [1207, 892, 1585, 932]
